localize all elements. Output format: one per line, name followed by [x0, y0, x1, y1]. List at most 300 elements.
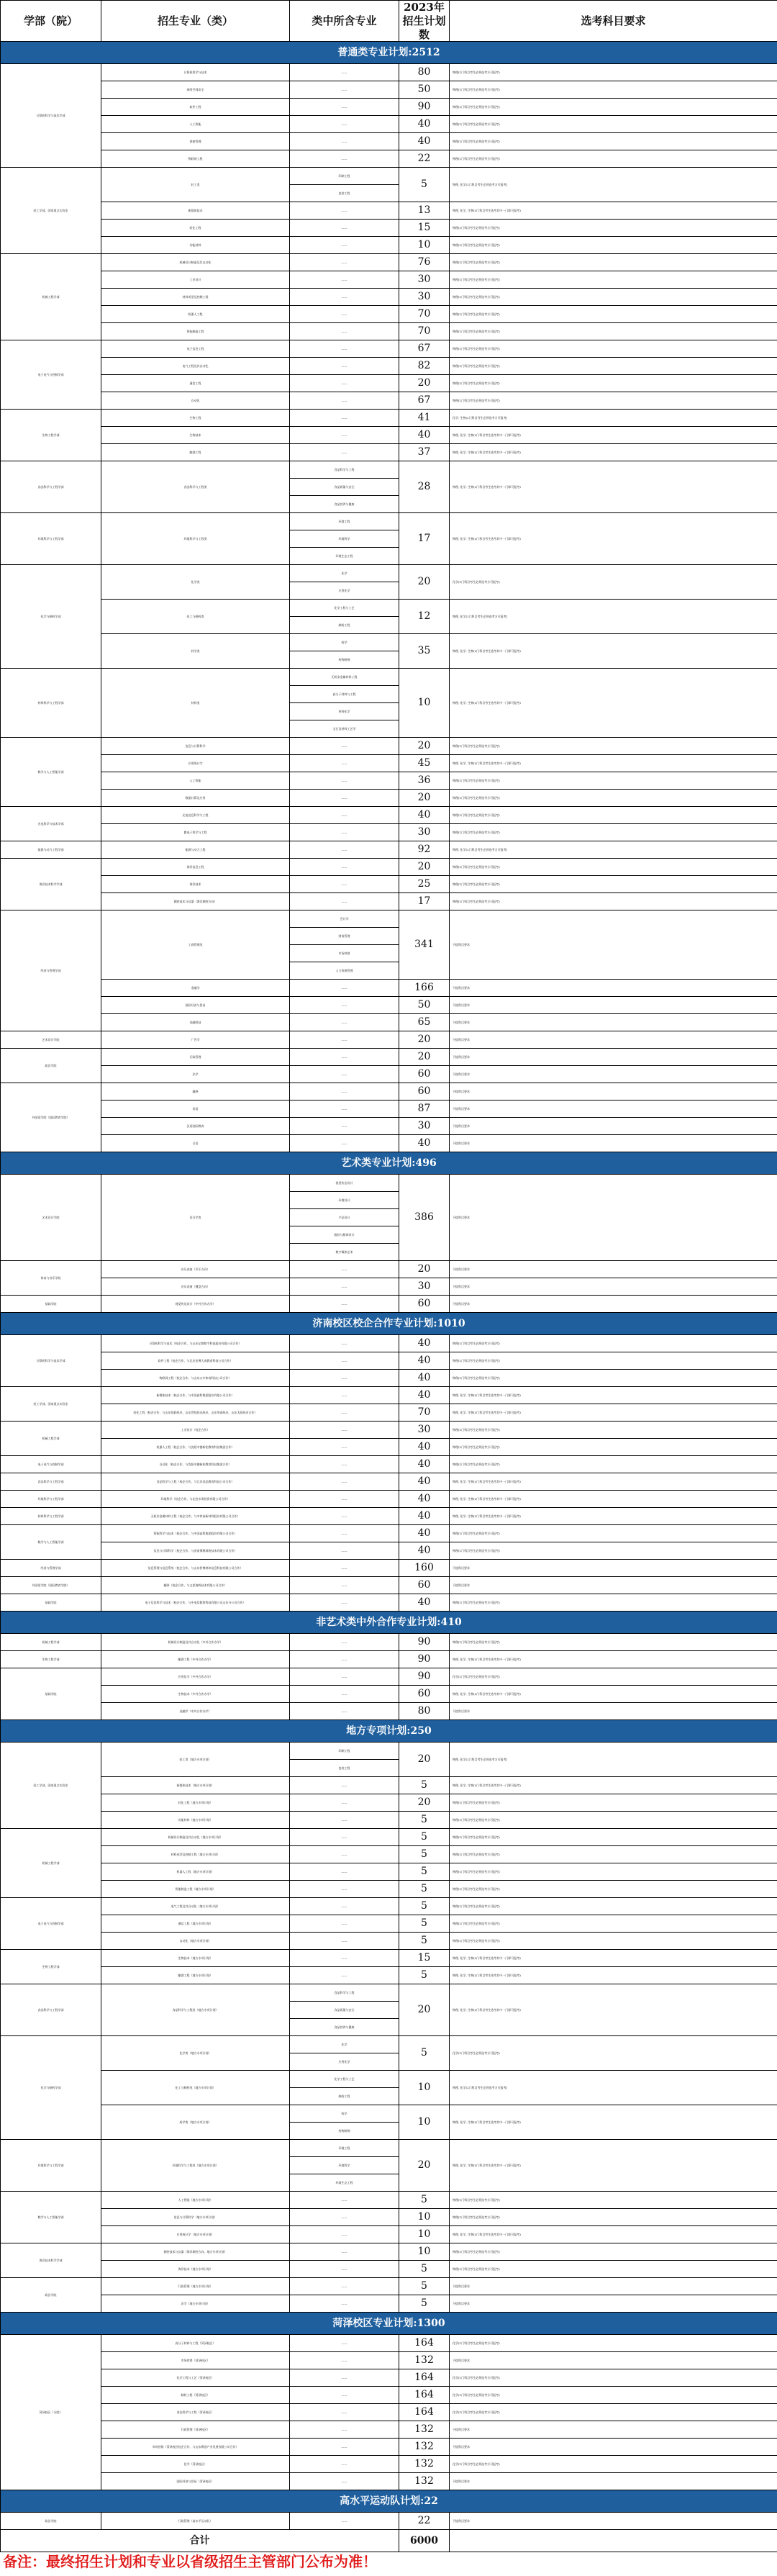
major-cell: 计算机科学与技术	[101, 64, 290, 81]
college-cell: 外国语学院（国际教育学院）	[1, 1083, 101, 1152]
plan-count-cell: 5	[399, 1933, 450, 1950]
major-cell: 智能科学与技术（校企合作，与中国高科集团股份有限公司合作）	[101, 1525, 290, 1542]
requirement-cell: 物理(1门科目考生必须选考方可报考)	[450, 271, 777, 289]
table-row	[1, 2513, 777, 2530]
sub-major-dash: ——	[290, 1370, 399, 1387]
section-title-row	[1, 42, 777, 64]
sub-major-cell: 产品设计	[290, 1209, 399, 1226]
plan-count-cell: 20	[399, 2140, 450, 2192]
table-row	[1, 1560, 777, 1577]
plan-count-cell: 10	[399, 2105, 450, 2140]
requirement-cell: 物理, 化学, 生物(3门科目考生选考其中一门即可报考)	[450, 513, 777, 565]
major-cell: 机器人工程	[101, 306, 290, 323]
sub-major-dash: ——	[290, 2335, 399, 2352]
table-row	[1, 2105, 777, 2123]
table-row	[1, 1066, 777, 1083]
college-cell: 机械工程学部	[1, 1829, 101, 1898]
requirement-cell: 物理(1门科目考生必须选考方可报考)	[450, 375, 777, 392]
plan-count-cell: 5	[399, 1898, 450, 1915]
major-cell: 材料类	[101, 669, 290, 738]
table-row	[1, 1404, 777, 1422]
college-cell: 政法学院	[1, 2278, 101, 2313]
major-cell: 应用统计学（地方专项计划）	[101, 2226, 290, 2243]
major-cell: 工业设计	[101, 271, 290, 289]
sub-major-dash: ——	[290, 2456, 399, 2473]
requirement-cell: 化学(1门科目考生必须选考方可报考)	[450, 2456, 777, 2473]
table-row	[1, 1031, 777, 1049]
requirement-cell: 不提科目要求	[450, 2295, 777, 2313]
sub-major-cell: 无机非金属材料工程	[290, 669, 399, 686]
major-cell: 环境科学与工程类	[101, 513, 290, 565]
sub-major-dash: ——	[290, 2209, 399, 2226]
plan-count-cell: 40	[399, 1335, 450, 1352]
requirement-cell: 物理(1门科目考生必须选考方可报考)	[450, 133, 777, 150]
sub-major-dash: ——	[290, 1335, 399, 1352]
plan-count-cell: 5	[399, 1829, 450, 1846]
major-cell: 金融学（中外合作办学）	[101, 1703, 290, 1720]
table-row	[1, 2261, 777, 2278]
major-cell: 工商管理类	[101, 910, 290, 980]
college-cell: 经济与管理学部	[1, 1560, 101, 1577]
requirement-cell: 化学(1门科目考生必须选考方可报考)	[450, 2369, 777, 2387]
sub-major-dash: ——	[290, 1473, 399, 1491]
sub-major-dash: ——	[290, 1031, 399, 1049]
sub-major-cell: 药物制剂	[290, 651, 399, 669]
sub-major-cell: 环境生态工程	[290, 548, 399, 565]
sub-major-dash: ——	[290, 1422, 399, 1439]
sub-major-cell: 食品质量与安全	[290, 479, 399, 496]
plan-count-cell: 90	[399, 1668, 450, 1686]
sub-major-dash: ——	[290, 2261, 399, 2278]
sub-major-dash: ——	[290, 427, 399, 444]
requirement-cell: 不提科目要求	[450, 980, 777, 997]
plan-count-cell: 20	[399, 1031, 450, 1049]
table-row	[1, 997, 777, 1014]
college-cell: 化学与制药学部	[1, 565, 101, 669]
college-cell: 海洋技术科学学部	[1, 859, 101, 910]
requirement-cell: 物理(1门科目考生必须选考方可报考)	[450, 99, 777, 116]
sub-major-dash: ——	[290, 772, 399, 790]
sub-major-dash: ——	[290, 1560, 399, 1577]
sub-major-cell: 包装工程	[290, 1760, 399, 1777]
plan-count-cell: 60	[399, 1083, 450, 1101]
plan-count-cell: 90	[399, 99, 450, 116]
header-sub-majors: 类中所含专业	[290, 1, 399, 42]
college-cell: 生物工程学部	[1, 410, 101, 461]
sub-major-cell: 市场营销	[290, 945, 399, 962]
sub-major-dash: ——	[290, 1933, 399, 1950]
sub-major-dash: ——	[290, 824, 399, 841]
plan-count-cell: 132	[399, 2352, 450, 2369]
table-row	[1, 1335, 777, 1352]
plan-count-cell: 60	[399, 1296, 450, 1313]
table-row	[1, 1651, 777, 1668]
table-row	[1, 1101, 777, 1118]
table-row	[1, 910, 777, 928]
sub-major-dash: ——	[290, 841, 399, 859]
sub-major-dash: ——	[290, 99, 399, 116]
major-cell: 信息管理与信息系统（校企合作，与山东智博鸿伟信息科技有限公司合作）	[101, 1560, 290, 1577]
table-row	[1, 1881, 777, 1898]
section-title: 非艺术类中外合作专业计划:410	[1, 1612, 777, 1634]
plan-count-cell: 132	[399, 2473, 450, 2490]
sub-major-dash: ——	[290, 237, 399, 254]
table-row	[1, 1594, 777, 1612]
sub-major-dash: ——	[290, 1296, 399, 1313]
sub-major-dash: ——	[290, 1686, 399, 1703]
plan-count-cell: 15	[399, 1950, 450, 1967]
sub-major-dash: ——	[290, 2473, 399, 2490]
major-cell: 国际经济与贸易（菏泽校区）	[101, 2473, 290, 2490]
major-cell: 电气工程及其自动化	[101, 358, 290, 375]
sub-major-dash: ——	[290, 116, 399, 133]
sub-major-dash: ——	[290, 2226, 399, 2243]
sub-major-dash: ——	[290, 1777, 399, 1794]
sub-major-cell: 药学	[290, 2105, 399, 2123]
plan-count-cell: 30	[399, 271, 450, 289]
total-value: 6000	[399, 2530, 450, 2552]
sub-major-dash: ——	[290, 202, 399, 220]
plan-count-cell: 76	[399, 254, 450, 271]
plan-count-cell: 40	[399, 807, 450, 824]
table-row	[1, 99, 777, 116]
major-cell: 行政管理（菏泽校区）	[101, 2421, 290, 2439]
plan-count-cell: 17	[399, 513, 450, 565]
requirement-cell: 物理(1门科目考生必须选考方可报考)	[450, 116, 777, 133]
sub-major-dash: ——	[290, 738, 399, 755]
sub-major-dash: ——	[290, 1651, 399, 1668]
requirement-cell: 物理(1门科目考生必须选考方可报考)	[450, 824, 777, 841]
major-cell: 汉语国际教育	[101, 1118, 290, 1135]
major-cell: 环境科学与工程类（地方专项计划）	[101, 2140, 290, 2192]
plan-count-cell: 36	[399, 772, 450, 790]
plan-count-cell: 164	[399, 2335, 450, 2352]
major-cell: 光电信息科学与工程	[101, 807, 290, 824]
major-cell: 人工智能	[101, 772, 290, 790]
table-row	[1, 1508, 777, 1525]
major-cell: 日语	[101, 1135, 290, 1152]
sub-major-dash: ——	[290, 1915, 399, 1933]
requirement-cell: 物理(1门科目考生必须选考方可报考)	[450, 1846, 777, 1863]
section-title-row	[1, 2313, 777, 2335]
requirement-cell: 物理, 化学(2门科目考生必须选考方可报考)	[450, 1743, 777, 1777]
major-cell: 行政管理（地方专项计划）	[101, 2278, 290, 2295]
requirement-cell: 物理, 化学, 生物(3门科目考生选考其中一门即可报考)	[450, 1967, 777, 1984]
table-row	[1, 64, 777, 81]
major-cell: 工业设计（校企合作）	[101, 1422, 290, 1439]
table-row	[1, 2071, 777, 2088]
table-row	[1, 392, 777, 410]
requirement-cell: 物理(1门科目考生必须选考方可报考)	[450, 1335, 777, 1352]
major-cell: 化学工程与工艺（菏泽校区）	[101, 2369, 290, 2387]
college-cell: 环境科学与工程学部	[1, 2140, 101, 2192]
plan-count-cell: 12	[399, 600, 450, 634]
requirement-cell: 物理(1门科目考生必须选考方可报考)	[450, 1439, 777, 1456]
plan-count-cell: 40	[399, 1525, 450, 1542]
sub-major-cell: 制药工程	[290, 2088, 399, 2105]
sub-major-dash: ——	[290, 1049, 399, 1066]
table-row	[1, 1387, 777, 1404]
plan-count-cell: 40	[399, 1542, 450, 1560]
major-cell: 法学	[101, 1066, 290, 1083]
table-row	[1, 289, 777, 306]
major-cell: 信息与计算科学（地方专项计划）	[101, 2209, 290, 2226]
requirement-cell: 不提科目要求	[450, 1031, 777, 1049]
table-row	[1, 1491, 777, 1508]
table-row	[1, 1525, 777, 1542]
requirement-cell: 物理(1门科目考生必须选考方可报考)	[450, 1915, 777, 1933]
sub-major-dash: ——	[290, 1278, 399, 1296]
major-cell: 能源与动力工程	[101, 841, 290, 859]
sub-major-dash: ——	[290, 807, 399, 824]
table-row	[1, 2140, 777, 2157]
requirement-cell: 不提科目要求	[450, 2352, 777, 2369]
sub-major-dash: ——	[290, 1703, 399, 1720]
section-title: 济南校区校企合作专业计划:1010	[1, 1313, 777, 1335]
college-cell: 生物工程学部	[1, 1950, 101, 1984]
major-cell: 应用统计学	[101, 755, 290, 772]
table-row	[1, 1915, 777, 1933]
sub-major-cell: 食品质量与安全	[290, 2002, 399, 2019]
plan-count-cell: 132	[399, 2421, 450, 2439]
college-cell: 机械工程学部	[1, 1422, 101, 1456]
plan-count-cell: 30	[399, 1422, 450, 1439]
table-row	[1, 410, 777, 427]
major-cell: 酿酒工程（地方专项计划）	[101, 1967, 290, 1984]
plan-count-cell: 40	[399, 1352, 450, 1370]
requirement-cell: 化学(1门科目考生必须选考方可报考)	[450, 565, 777, 600]
requirement-cell: 不提科目要求	[450, 910, 777, 980]
plan-count-cell: 25	[399, 876, 450, 893]
sub-major-dash: ——	[290, 375, 399, 392]
plan-count-cell: 22	[399, 150, 450, 168]
sub-major-cell: 制药工程	[290, 617, 399, 634]
table-row	[1, 790, 777, 807]
major-cell: 化学（菏泽校区）	[101, 2456, 290, 2473]
sub-major-dash: ——	[290, 2243, 399, 2261]
plan-count-cell: 5	[399, 2278, 450, 2295]
requirement-cell: 不提科目要求	[450, 2421, 777, 2439]
major-cell: 机械设计制造及其自动化（中外合作办学）	[101, 1634, 290, 1651]
table-row	[1, 1634, 777, 1651]
requirement-cell: 物理, 化学, 生物(3门科目考生选考其中一门即可报考)	[450, 427, 777, 444]
major-cell: 药学类	[101, 634, 290, 669]
plan-count-cell: 87	[399, 1101, 450, 1118]
table-row	[1, 2335, 777, 2352]
major-cell: 国际经济与贸易	[101, 997, 290, 1014]
requirement-cell: 不提科目要求	[450, 2513, 777, 2530]
plan-count-cell: 10	[399, 2209, 450, 2226]
sub-major-dash: ——	[290, 358, 399, 375]
sub-major-cell: 食品营养与健康	[290, 2019, 399, 2036]
major-cell: 视觉传达设计（中外合作办学）	[101, 1296, 290, 1313]
table-row	[1, 1083, 777, 1101]
sub-major-dash: ——	[290, 133, 399, 150]
requirement-cell: 物理, 化学, 生物(3门科目考生选考其中一门即可报考)	[450, 1508, 777, 1525]
section-title: 高水平运动队计划:22	[1, 2490, 777, 2513]
table-row	[1, 600, 777, 617]
table-row	[1, 1686, 777, 1703]
requirement-cell: 物理(1门科目考生必须选考方可报考)	[450, 254, 777, 271]
major-cell: 功能材料（地方专项计划）	[101, 1812, 290, 1829]
requirement-cell: 物理(1门科目考生必须选考方可报考)	[450, 1422, 777, 1439]
plan-count-cell: 20	[399, 1261, 450, 1278]
requirement-cell: 不提科目要求	[450, 2439, 777, 2456]
sub-major-dash: ——	[290, 220, 399, 237]
major-cell: 物联网工程	[101, 150, 290, 168]
plan-count-cell: 20	[399, 738, 450, 755]
table-row	[1, 1829, 777, 1846]
table-row	[1, 375, 777, 392]
plan-count-cell: 70	[399, 323, 450, 340]
plan-count-cell: 41	[399, 410, 450, 427]
plan-count-cell: 5	[399, 2261, 450, 2278]
college-cell: 环境科学与工程学部	[1, 1491, 101, 1508]
major-cell: 数据计算及应用	[101, 790, 290, 807]
major-cell: 金融学	[101, 980, 290, 997]
college-cell: 外国语学院（国际教育学院）	[1, 1577, 101, 1594]
sub-major-dash: ——	[290, 1846, 399, 1863]
table-row	[1, 202, 777, 220]
plan-count-cell: 40	[399, 1370, 450, 1387]
college-cell: 能源与动力工程学部	[1, 841, 101, 859]
major-cell: 食品科学与工程类（地方专项计划）	[101, 1984, 290, 2036]
sub-major-dash: ——	[290, 755, 399, 772]
plan-count-cell: 40	[399, 1473, 450, 1491]
requirement-cell: 物理(1门科目考生必须选考方可报考)	[450, 1542, 777, 1560]
plan-count-cell: 160	[399, 1560, 450, 1577]
requirement-cell: 不提科目要求	[450, 1261, 777, 1278]
college-cell: 政法学院	[1, 2513, 101, 2530]
table-row	[1, 1703, 777, 1720]
plan-count-cell: 20	[399, 1794, 450, 1812]
plan-count-cell: 20	[399, 1984, 450, 2036]
table-row	[1, 841, 777, 859]
table-row	[1, 1049, 777, 1066]
plan-count-cell: 40	[399, 133, 450, 150]
major-cell: 酿酒工程	[101, 444, 290, 461]
plan-count-cell: 5	[399, 2192, 450, 2209]
requirement-cell: 不提科目要求	[450, 1577, 777, 1594]
major-cell: 计算机科学与技术（校企合作，与山东亿维数字科技股份有限公司合作）	[101, 1335, 290, 1352]
table-row	[1, 876, 777, 893]
requirement-cell: 物理, 化学, 生物(3门科目考生选考其中一门即可报考)	[450, 444, 777, 461]
college-cell: 光电科学与技术学部	[1, 807, 101, 841]
requirement-cell: 物理, 化学, 生物(3门科目考生选考其中一门即可报考)	[450, 461, 777, 513]
plan-count-cell: 10	[399, 2243, 450, 2261]
requirement-cell: 不提科目要求	[450, 1066, 777, 1083]
requirement-cell: 物理, 化学(2门科目考生必须选考方可报考)	[450, 841, 777, 859]
college-cell: 化学与制药学部	[1, 2036, 101, 2140]
major-cell: 轻工类（地方专项计划）	[101, 1743, 290, 1777]
table-row	[1, 340, 777, 358]
requirement-cell: 物理(1门科目考生必须选考方可报考)	[450, 392, 777, 410]
table-row	[1, 2226, 777, 2243]
major-cell: 食品科学与工程类	[101, 461, 290, 513]
plan-count-cell: 132	[399, 2439, 450, 2456]
sub-major-dash: ——	[290, 1668, 399, 1686]
major-cell: 材料成型及控制工程（地方专项计划）	[101, 1846, 290, 1863]
plan-count-cell: 80	[399, 64, 450, 81]
requirement-cell: 不提科目要求	[450, 2473, 777, 2490]
sub-major-dash: ——	[290, 1387, 399, 1404]
table-row	[1, 1175, 777, 1192]
major-cell: 通信工程	[101, 375, 290, 392]
sub-major-cell: 食品科学与工程	[290, 1984, 399, 2002]
sub-major-dash: ——	[290, 340, 399, 358]
sub-major-cell: 药学	[290, 634, 399, 651]
plan-count-cell: 5	[399, 1777, 450, 1794]
table-row	[1, 323, 777, 340]
major-cell: 轻化工程	[101, 220, 290, 237]
major-cell: 食品科学与工程（菏泽校区）	[101, 2404, 290, 2421]
sub-major-dash: ——	[290, 1863, 399, 1881]
plan-count-cell: 65	[399, 1014, 450, 1031]
table-row	[1, 1743, 777, 1760]
major-cell: 测控技术与仪器（海洋测控方向，地方专项计划）	[101, 2243, 290, 2261]
sub-major-dash: ——	[290, 1577, 399, 1594]
requirement-cell: 不提科目要求	[450, 1560, 777, 1577]
plan-count-cell: 60	[399, 1066, 450, 1083]
requirement-cell: 物理(1门科目考生必须选考方可报考)	[450, 1794, 777, 1812]
table-row	[1, 565, 777, 582]
sub-major-dash: ——	[290, 1829, 399, 1846]
college-cell: 菏泽校区（分院）	[1, 2335, 101, 2490]
major-cell: 新媒体技术（校企合作，与中国高科集团股份有限公司合作）	[101, 1387, 290, 1404]
plan-count-cell: 5	[399, 1967, 450, 1984]
requirement-cell: 物理(1门科目考生必须选考方可报考)	[450, 150, 777, 168]
table-row	[1, 1777, 777, 1794]
table-header	[1, 1, 777, 42]
sub-major-cell: 环境生态工程	[290, 2174, 399, 2192]
major-cell: 翻译	[101, 1083, 290, 1101]
plan-count-cell: 164	[399, 2404, 450, 2421]
requirement-cell: 物理(1门科目考生必须选考方可报考)	[450, 2209, 777, 2226]
sub-major-dash: ——	[290, 2295, 399, 2313]
table-row	[1, 2352, 777, 2369]
table-row	[1, 1352, 777, 1370]
section-title: 地方专项计划:250	[1, 1720, 777, 1743]
plan-count-cell: 10	[399, 2071, 450, 2105]
table-row	[1, 237, 777, 254]
requirement-cell: 物理(1门科目考生必须选考方可报考)	[450, 64, 777, 81]
requirement-cell: 不提科目要求	[450, 1175, 777, 1261]
requirement-cell: 物理, 化学, 生物(3门科目考生选考其中一门即可报考)	[450, 755, 777, 772]
table-row	[1, 1950, 777, 1967]
requirement-cell: 物理(1门科目考生必须选考方可报考)	[450, 1594, 777, 1612]
section-title-row	[1, 2490, 777, 2513]
requirement-cell: 物理, 化学, 生物(3门科目考生选考其中一门即可报考)	[450, 2105, 777, 2140]
sub-major-dash: ——	[290, 1118, 399, 1135]
major-cell: 功能材料	[101, 237, 290, 254]
requirement-cell: 物理, 化学(2门科目考生必须选考方可报考)	[450, 168, 777, 202]
table-row	[1, 1542, 777, 1560]
plan-count-cell: 67	[399, 340, 450, 358]
requirement-cell: 物理, 化学, 生物(3门科目考生选考其中一门即可报考)	[450, 634, 777, 669]
plan-count-cell: 10	[399, 237, 450, 254]
major-cell: 法学（地方专项计划）	[101, 2295, 290, 2313]
table-row	[1, 2369, 777, 2387]
requirement-cell: 物理(1门科目考生必须选考方可报考)	[450, 340, 777, 358]
section-title-row	[1, 1612, 777, 1634]
requirement-cell: 物理(1门科目考生必须选考方可报考)	[450, 1634, 777, 1651]
college-cell: 艺术设计学院	[1, 1031, 101, 1049]
sub-major-dash: ——	[290, 1881, 399, 1898]
college-cell: 轻工学部、国家重点实验室	[1, 1743, 101, 1829]
table-row	[1, 2278, 777, 2295]
requirement-cell: 物理(1门科目考生必须选考方可报考)	[450, 738, 777, 755]
major-cell: 轻工类	[101, 168, 290, 202]
